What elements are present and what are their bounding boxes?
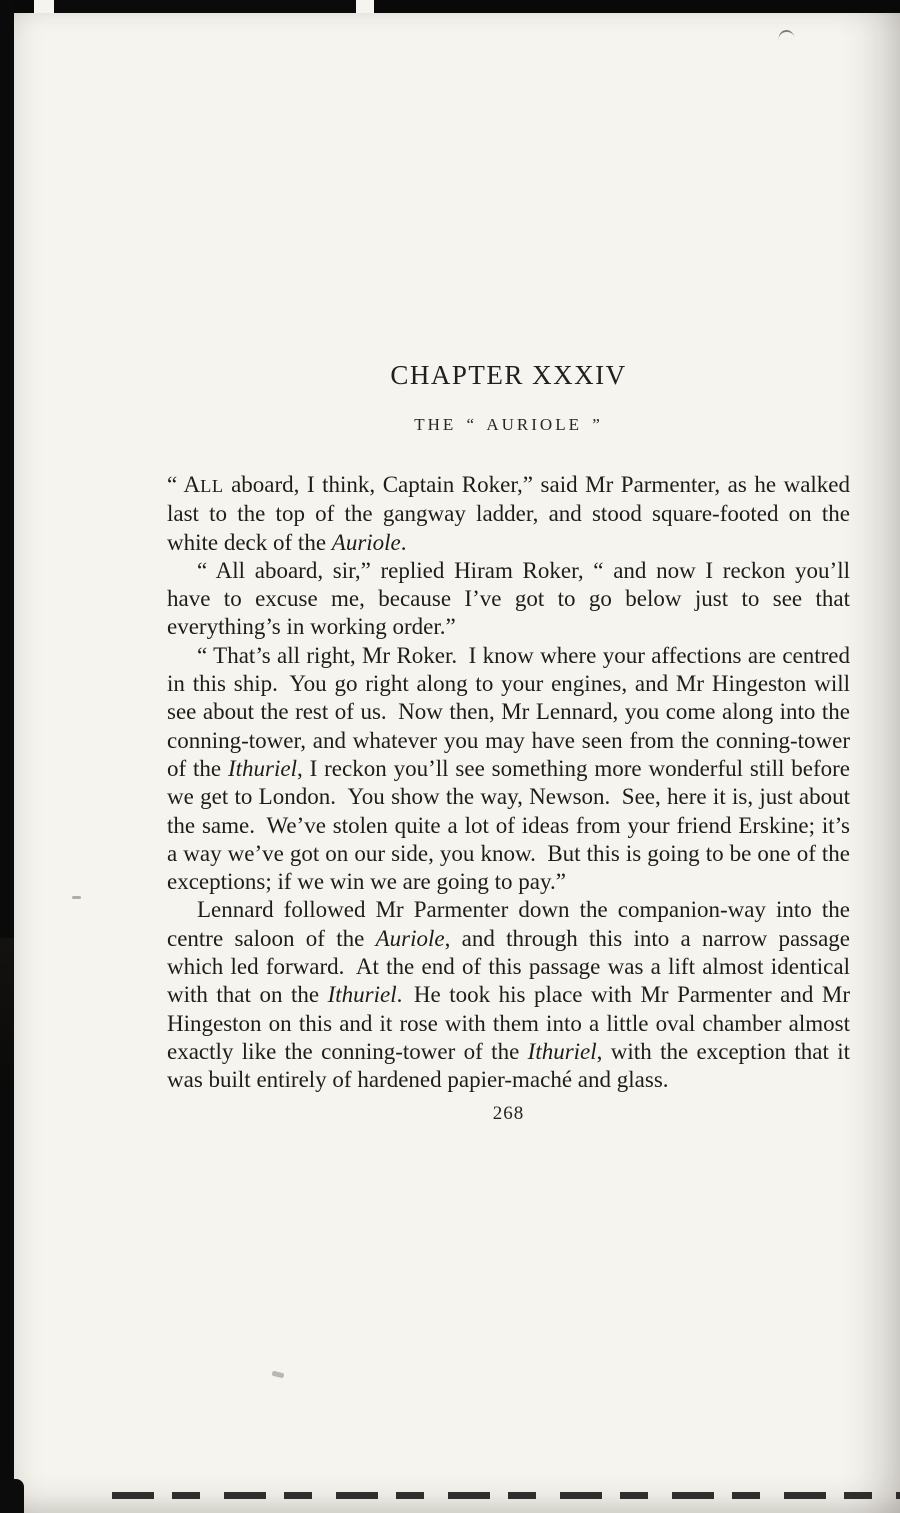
smallcap-text: LL [200,476,224,496]
text-run: “ All aboard, sir,” replied Hiram Roker, “ and now I reckon you’ll have to excuse me, because I’ve got to go below just to see that everything’s in working order.” [167,557,850,640]
text-run: , I reckon you’ll see something more wonderful still before we get to London. You show the way, Newson. See, here it is, just about the same. We’ve stolen quite a lot of ideas from your friend Erskine; it’s a way we’ve got on our side, you know. But this is going to be one of the exceptions; if we win we are going to pay.” [167,755,850,895]
text-run: . [400,529,407,555]
text-run: Lennard followed Mr Parmenter down the companion-way into the centre saloon of the [167,897,850,951]
italic-text: Ithuriel [527,1038,597,1064]
scan-edge-left [0,0,14,1513]
text-run: aboard, I think, Captain Roker,” said Mr Parmenter, as he walked last to the top of the gangway ladder, and stood square-footed on the white deck of the [167,472,850,555]
text-run: , with the exception that it was built entirely of hardened papier-maché and glass. [167,1038,850,1093]
scan-speck [72,896,81,899]
scan-corner-blob [0,1479,24,1513]
page-number: 268 [492,1102,525,1124]
paragraph [167,557,850,642]
paragraph [167,642,850,897]
section-title: THE “ AURIOLE ” [414,415,603,434]
text-run: . He took his place with Mr Parmenter and Mr Hingeston on this and it rose with them into a little oval chamber almost exactly like the conning-tower of the [167,982,850,1064]
scan-edge-bottom [112,1492,900,1499]
text-run: “ That’s all right, Mr Roker. I know where your affections are centred in this ship. You go right along to your engines, and Mr Hingeston will see about the rest of us. Now then, Mr Lennard, you come along into the conning-tower, and whatever you may have seen from the conning-tower of the [167,642,850,781]
italic-text: Auriole [375,925,445,951]
text-run: , and through this into a narrow passage which led forward. At the end of this passage was a lift almost identical with that on the [167,925,850,1008]
scan-speck [272,1371,285,1379]
paragraph [167,471,850,557]
paragraph [167,896,850,1094]
italic-text: Ithuriel [327,982,397,1008]
italic-text: Ithuriel [228,755,297,781]
italic-text: Auriole [331,529,401,555]
text-run: “ A [167,472,201,497]
body-text [167,471,850,1095]
chapter-heading: CHAPTER XXXIV [390,360,627,390]
page-content [167,0,850,1125]
